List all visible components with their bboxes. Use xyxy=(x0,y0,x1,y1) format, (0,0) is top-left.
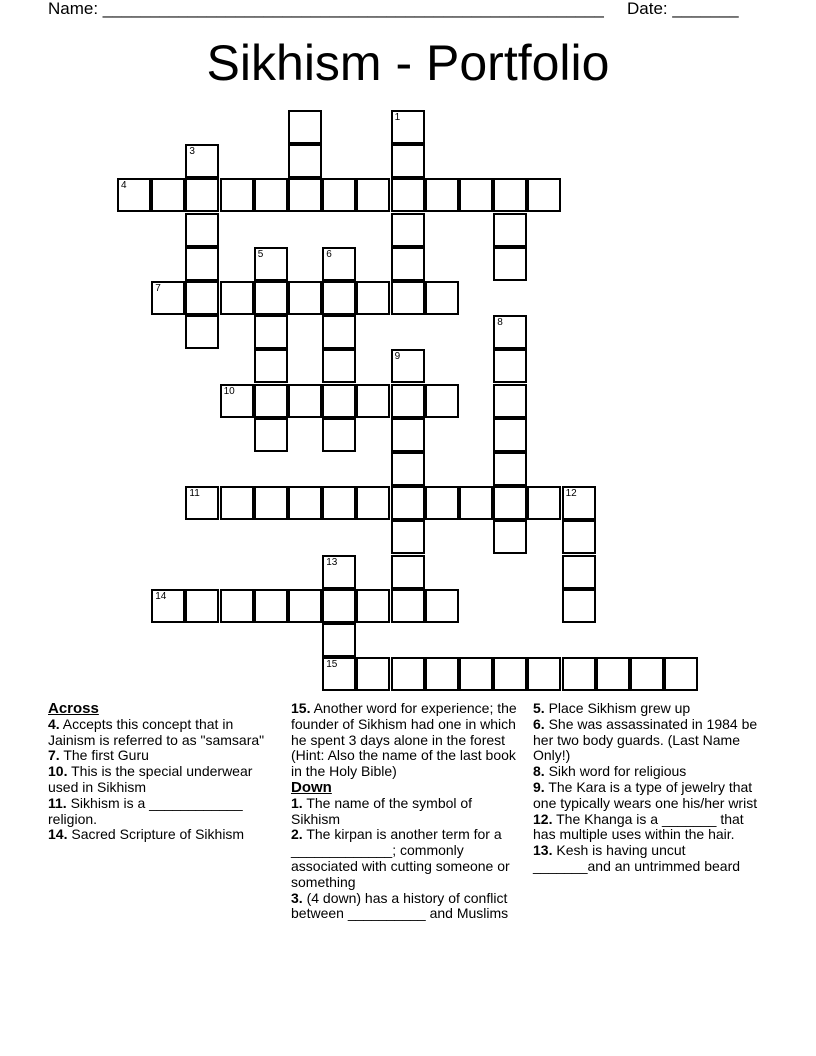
grid-cell[interactable] xyxy=(391,452,425,486)
grid-cell[interactable] xyxy=(562,589,596,623)
grid-cell[interactable] xyxy=(185,247,219,281)
grid-cell[interactable] xyxy=(254,418,288,452)
grid-cell[interactable] xyxy=(459,178,493,212)
grid-cell[interactable] xyxy=(493,520,527,554)
grid-cell[interactable] xyxy=(391,349,425,383)
grid-cell[interactable] xyxy=(391,213,425,247)
grid-cell[interactable] xyxy=(322,281,356,315)
grid-cell[interactable] xyxy=(151,178,185,212)
grid-cell[interactable] xyxy=(493,213,527,247)
across-heading: Across xyxy=(48,700,99,717)
date-field[interactable]: Date: _______ xyxy=(627,0,739,18)
grid-cell[interactable] xyxy=(391,486,425,520)
grid-cell[interactable] xyxy=(527,486,561,520)
grid-cell[interactable] xyxy=(322,384,356,418)
grid-cell[interactable] xyxy=(254,315,288,349)
clue-number: 14 xyxy=(155,590,167,602)
down-clue-8: 8. Sikh word for religious xyxy=(533,763,687,780)
grid-cell[interactable] xyxy=(596,657,630,691)
grid-cell[interactable] xyxy=(562,657,596,691)
grid-cell[interactable] xyxy=(493,486,527,520)
down-clue-1: 1. The name of the symbol of Sikhism xyxy=(291,794,473,827)
clue-number: 6 xyxy=(326,248,332,260)
grid-cell[interactable] xyxy=(391,144,425,178)
grid-cell[interactable] xyxy=(493,657,527,691)
grid-cell[interactable] xyxy=(630,657,664,691)
clue-number: 15 xyxy=(326,659,338,671)
grid-cell[interactable] xyxy=(254,281,288,315)
grid-cell[interactable] xyxy=(322,247,356,281)
grid-cell[interactable] xyxy=(391,418,425,452)
down-heading: Down xyxy=(291,778,332,796)
grid-cell[interactable] xyxy=(493,452,527,486)
across-clue-15: 15. Another word for experience; the founder of Sikhism had one in which he spent 3 days alone in the forest (Hint: Also the name of the last book in the Holy Bible) xyxy=(291,700,517,780)
grid-cell[interactable] xyxy=(322,623,356,657)
grid-cell[interactable] xyxy=(356,589,390,623)
grid-cell[interactable] xyxy=(322,178,356,212)
clue-number: 4 xyxy=(121,180,127,192)
grid-cell[interactable] xyxy=(322,418,356,452)
grid-cell[interactable] xyxy=(459,657,493,691)
grid-cell[interactable] xyxy=(185,486,219,520)
grid-cell[interactable] xyxy=(493,315,527,349)
grid-cell[interactable] xyxy=(493,418,527,452)
name-field[interactable]: Name: _____________________________________________________ xyxy=(48,0,604,18)
grid-cell[interactable] xyxy=(391,589,425,623)
grid-cell[interactable] xyxy=(254,589,288,623)
across-clue-4: 4. Accepts this concept that in Jainism is referred to as "samsara" xyxy=(48,715,265,748)
grid-cell[interactable] xyxy=(356,486,390,520)
grid-cell[interactable] xyxy=(356,178,390,212)
clue-number: 1 xyxy=(394,112,401,123)
grid-cell[interactable] xyxy=(391,520,425,554)
down-clue-9: 9. The Kara is a type of jewelry that one typically wears one his/her wrist xyxy=(533,778,758,811)
grid-cell[interactable] xyxy=(391,178,425,212)
grid-cell[interactable] xyxy=(391,247,425,281)
across-clue-7: 7. The first Guru xyxy=(48,747,149,764)
clue-number: 3 xyxy=(189,146,195,158)
grid-cell[interactable] xyxy=(356,657,390,691)
clue-number: 13 xyxy=(326,556,338,568)
grid-cell[interactable] xyxy=(185,589,219,623)
grid-cell[interactable] xyxy=(254,349,288,383)
grid-cell[interactable] xyxy=(391,281,425,315)
grid-cell[interactable] xyxy=(356,281,390,315)
grid-cell[interactable] xyxy=(220,281,254,315)
grid-cell[interactable] xyxy=(288,144,322,178)
down-clue-6: 6. She was assassinated in 1984 be her two body guards. (Last Name Only!) xyxy=(533,715,758,764)
grid-cell[interactable] xyxy=(322,486,356,520)
grid-cell[interactable] xyxy=(425,384,459,418)
grid-cell[interactable] xyxy=(493,384,527,418)
grid-cell[interactable] xyxy=(425,178,459,212)
clue-number: 9 xyxy=(394,351,401,363)
down-clue-12: 12. The Khanga is a _______ that has multiple uses within the hair. xyxy=(533,810,744,843)
grid-cell[interactable] xyxy=(459,486,493,520)
down-clue-3: 3. (4 down) has a history of conflict between __________ and Muslims xyxy=(291,889,509,922)
clues-column-1 xyxy=(48,701,276,843)
grid-cell[interactable] xyxy=(254,247,288,281)
grid-cell[interactable] xyxy=(425,589,459,623)
grid-cell[interactable] xyxy=(254,486,288,520)
grid-cell[interactable] xyxy=(185,144,219,178)
grid-cell[interactable] xyxy=(664,657,698,691)
grid-cell[interactable] xyxy=(220,486,254,520)
down-clue-5: 5. Place Sikhism grew up xyxy=(533,700,691,716)
grid-cell[interactable] xyxy=(425,657,459,691)
clues-column-3 xyxy=(533,701,761,875)
down-clue-13: 13. Kesh is having uncut _______and an untrimmed beard xyxy=(533,842,741,874)
clue-number: 8 xyxy=(497,317,503,329)
clue-number: 10 xyxy=(223,385,235,397)
grid-cell[interactable] xyxy=(151,589,185,623)
clue-number: 5 xyxy=(257,248,264,260)
grid-cell[interactable] xyxy=(288,178,322,212)
grid-cell[interactable] xyxy=(185,281,219,315)
grid-cell[interactable] xyxy=(562,486,596,520)
down-clue-2: 2. The kirpan is another term for a _____________; commonly associated with cutting someone or something xyxy=(291,826,510,890)
clues-column-2 xyxy=(291,701,524,922)
grid-cell[interactable] xyxy=(391,657,425,691)
grid-cell[interactable] xyxy=(493,247,527,281)
grid-cell[interactable] xyxy=(562,520,596,554)
grid-cell[interactable] xyxy=(562,555,596,589)
grid-cell[interactable] xyxy=(220,384,254,418)
grid-cell[interactable] xyxy=(425,281,459,315)
page-title: Sikhism - Portfolio xyxy=(206,35,610,91)
clue-number: 11 xyxy=(189,488,200,500)
grid-cell[interactable] xyxy=(185,178,219,212)
grid-cell[interactable] xyxy=(288,486,322,520)
grid-cell[interactable] xyxy=(527,657,561,691)
grid-cell[interactable] xyxy=(117,178,151,212)
grid-cell[interactable] xyxy=(288,384,322,418)
grid-cell[interactable] xyxy=(322,657,356,691)
grid-cell[interactable] xyxy=(220,178,254,212)
clue-number: 12 xyxy=(565,488,577,500)
grid-cell[interactable] xyxy=(322,555,356,589)
grid-cell[interactable] xyxy=(288,281,322,315)
grid-cell[interactable] xyxy=(254,178,288,212)
grid-cell[interactable] xyxy=(391,110,425,144)
grid-cell[interactable] xyxy=(493,178,527,212)
grid-cell[interactable] xyxy=(151,281,185,315)
across-clue-11: 11. Sikhism is a ____________ religion. xyxy=(48,794,243,827)
grid-cell[interactable] xyxy=(322,589,356,623)
grid-cell[interactable] xyxy=(425,486,459,520)
grid-cell[interactable] xyxy=(322,349,356,383)
across-clue-14: 14. Sacred Scripture of Sikhism xyxy=(48,826,245,843)
across-clue-10: 10. This is the special underwear used in Sikhism xyxy=(48,763,253,795)
grid-cell[interactable] xyxy=(185,213,219,247)
grid-cell[interactable] xyxy=(527,178,561,212)
grid-cell[interactable] xyxy=(391,555,425,589)
grid-cell[interactable] xyxy=(288,110,322,144)
clue-number: 7 xyxy=(155,283,161,294)
grid-cell[interactable] xyxy=(254,384,288,418)
grid-cell[interactable] xyxy=(356,384,390,418)
grid-cell[interactable] xyxy=(391,384,425,418)
grid-cell[interactable] xyxy=(493,349,527,383)
grid-cell[interactable] xyxy=(322,315,356,349)
grid-cell[interactable] xyxy=(220,589,254,623)
grid-cell[interactable] xyxy=(185,315,219,349)
grid-cell[interactable] xyxy=(288,589,322,623)
